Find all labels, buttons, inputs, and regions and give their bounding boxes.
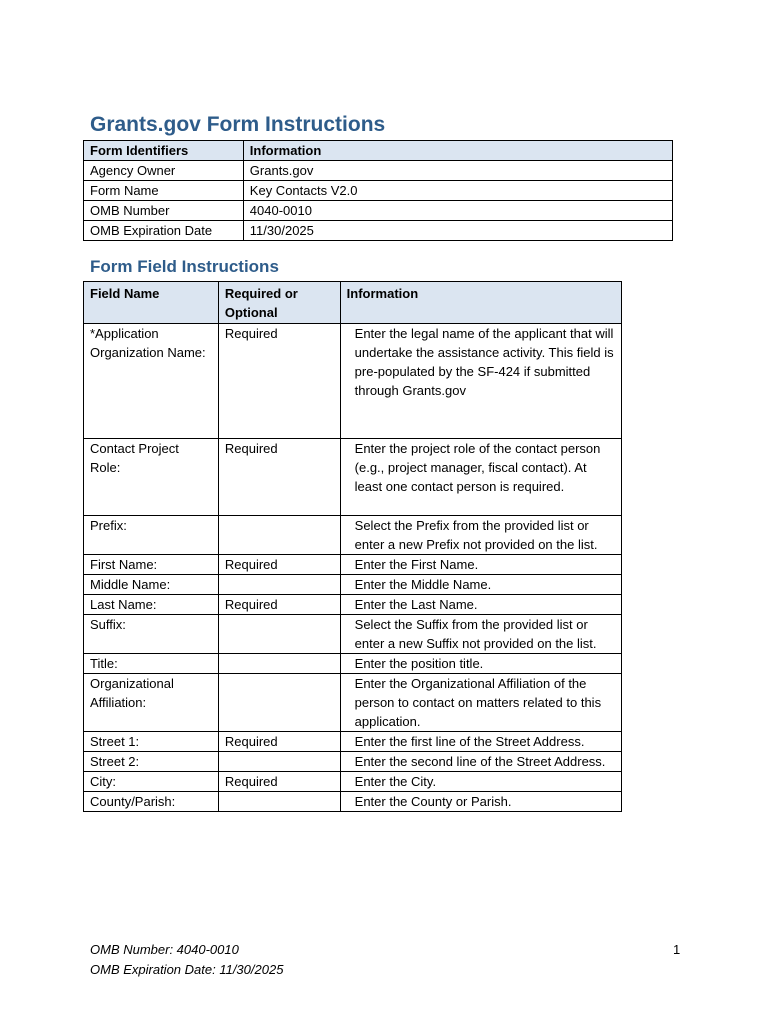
field-information: Enter the County or Parish. xyxy=(340,792,621,812)
table-row xyxy=(84,181,673,201)
table-row xyxy=(84,752,622,772)
table-row xyxy=(84,439,622,516)
table-header-row xyxy=(84,141,673,161)
field-name: First Name: xyxy=(84,555,219,575)
field-requirement xyxy=(218,575,340,595)
field-name: Suffix: xyxy=(84,615,219,654)
field-name: Organizational Affiliation: xyxy=(84,674,219,732)
table-row xyxy=(84,324,622,439)
field-name: Street 2: xyxy=(84,752,219,772)
column-header: Required or Optional xyxy=(218,282,340,324)
table-row xyxy=(84,772,622,792)
column-header: Field Name xyxy=(84,282,219,324)
form-identifiers-table xyxy=(83,140,673,241)
field-information: Enter the second line of the Street Address. xyxy=(340,752,621,772)
table-row xyxy=(84,221,673,241)
field-name: Contact Project Role: xyxy=(84,439,219,516)
table-row xyxy=(84,792,622,812)
field-information: Enter the legal name of the applicant that will undertake the assistance activity. This field is pre-populated by the SF-424 if submitted through Grants.gov xyxy=(340,324,621,439)
column-header: Form Identifiers xyxy=(84,141,244,161)
field-information: Enter the first line of the Street Address. xyxy=(340,732,621,752)
field-requirement: Required xyxy=(218,324,340,439)
identifier-value: 4040-0010 xyxy=(243,201,672,221)
field-requirement xyxy=(218,615,340,654)
field-requirement: Required xyxy=(218,595,340,615)
table-row xyxy=(84,732,622,752)
field-information: Enter the project role of the contact person (e.g., project manager, fiscal contact). At least one contact person is required. xyxy=(340,439,621,516)
field-information: Enter the position title. xyxy=(340,654,621,674)
identifier-label: Form Name xyxy=(84,181,244,201)
field-name: Street 1: xyxy=(84,732,219,752)
table-row xyxy=(84,555,622,575)
page-number: 1 xyxy=(673,942,681,957)
table-row xyxy=(84,674,622,732)
footer-omb-expiration: OMB Expiration Date: 11/30/2025 xyxy=(90,962,284,977)
table-row xyxy=(84,516,622,555)
identifier-value: 11/30/2025 xyxy=(243,221,672,241)
field-requirement: Required xyxy=(218,772,340,792)
section-title: Form Field Instructions xyxy=(90,257,279,276)
field-requirement xyxy=(218,654,340,674)
field-requirement xyxy=(218,752,340,772)
field-name: Prefix: xyxy=(84,516,219,555)
field-information: Enter the First Name. xyxy=(340,555,621,575)
column-header: Information xyxy=(340,282,621,324)
field-information: Enter the City. xyxy=(340,772,621,792)
field-requirement xyxy=(218,674,340,732)
identifier-label: OMB Number xyxy=(84,201,244,221)
table-row xyxy=(84,654,622,674)
field-requirement: Required xyxy=(218,732,340,752)
field-information: Enter the Middle Name. xyxy=(340,575,621,595)
field-information: Select the Suffix from the provided list or enter a new Suffix not provided on the list. xyxy=(340,615,621,654)
page-title: Grants.gov Form Instructions xyxy=(90,113,386,136)
identifier-value: Key Contacts V2.0 xyxy=(243,181,672,201)
field-name: County/Parish: xyxy=(84,792,219,812)
table-row xyxy=(84,615,622,654)
field-name: Last Name: xyxy=(84,595,219,615)
field-requirement xyxy=(218,792,340,812)
field-requirement: Required xyxy=(218,439,340,516)
footer-omb-number: OMB Number: 4040-0010 xyxy=(90,942,239,957)
field-requirement xyxy=(218,516,340,555)
field-name: Title: xyxy=(84,654,219,674)
field-information: Enter the Organizational Affiliation of the person to contact on matters related to this application. xyxy=(340,674,621,732)
column-header: Information xyxy=(243,141,672,161)
field-information: Enter the Last Name. xyxy=(340,595,621,615)
table-row xyxy=(84,161,673,181)
field-name: City: xyxy=(84,772,219,792)
identifier-label: Agency Owner xyxy=(84,161,244,181)
identifier-label: OMB Expiration Date xyxy=(84,221,244,241)
table-row xyxy=(84,575,622,595)
field-requirement: Required xyxy=(218,555,340,575)
field-name: *Application Organization Name: xyxy=(84,324,219,439)
form-field-instructions-table xyxy=(83,281,622,812)
field-information: Select the Prefix from the provided list or enter a new Prefix not provided on the list. xyxy=(340,516,621,555)
field-name: Middle Name: xyxy=(84,575,219,595)
table-row xyxy=(84,201,673,221)
table-row xyxy=(84,595,622,615)
footer xyxy=(90,940,283,980)
identifier-value: Grants.gov xyxy=(243,161,672,181)
table-header-row xyxy=(84,282,622,324)
